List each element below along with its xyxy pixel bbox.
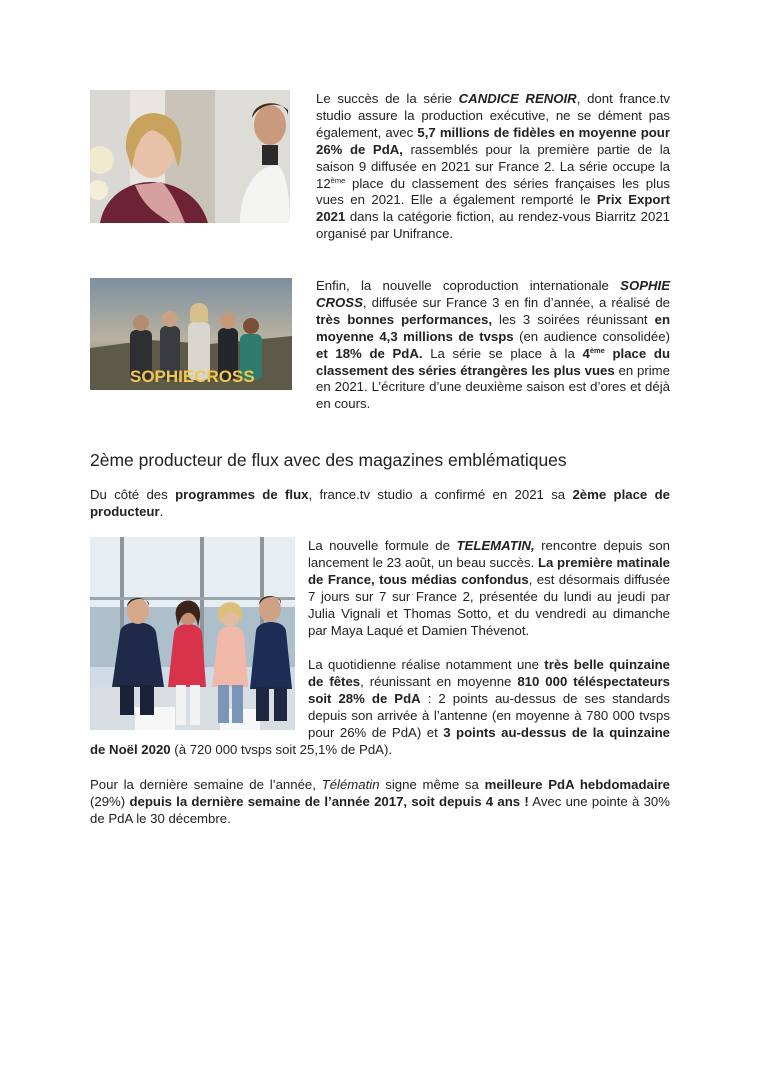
- candice-renoir-photo: [90, 90, 290, 223]
- telematin-paragraph-3: Pour la dernière semaine de l’année, Télématin signe même sa meilleure PdA hebdomadaire (29%) depuis la dernière semaine de l’année 2017, soit depuis 4 ans ! Avec une pointe à 30% de PdA le 30 décembre.: [90, 777, 670, 826]
- section-intro-paragraph: Du côté des programmes de flux, france.tv studio a confirmé en 2021 sa 2ème place de producteur.: [90, 487, 670, 519]
- sophie-cross-paragraph: Enfin, la nouvelle coproduction internationale SOPHIE CROSS, diffusée sur France 3 en fin d’année, a réalisé de très bonnes performances, les 3 soirées réunissant en moyenne 4,3 millions de tvsps (en audience consolidée) et 18% de PdA. La série se place à la 4ème place du classement des séries étrangères les plus vues en prime en 2021. L’écriture d’une deuxième saison est d’ores et déjà en cours.: [316, 278, 670, 412]
- candice-renoir-paragraph: Le succès de la série CANDICE RENOIR, dont france.tv studio assure la production exécutive, ne se dément pas également, avec 5,7 millions de fidèles en moyenne pour 26% de PdA, rassemblés pour la première partie de la saison 9 diffusée en 2021 sur France 2. La série occupe la 12ème place du classement des séries françaises les plus vues en 2021. Elle a également remporté le Prix Export 2021 dans la catégorie fiction, au rendez-vous Biarritz 2021 organisé par Unifrance.: [316, 91, 671, 242]
- section-heading: 2ème producteur de flux avec des magazines emblématiques: [90, 450, 567, 470]
- telematin-paragraph-1: La nouvelle formule de TELEMATIN, rencontre depuis son lancement le 23 août, un beau succès. La première matinale de France, tous médias confondus, est désormais diffusée 7 jours sur 7 sur France 2, présentée du lundi au jeudi par Julia Vignali et Thomas Sotto, et du vendredi au dimanche par Maya Laqué et Damien Thévenot.: [308, 538, 671, 638]
- sophie-cross-photo: [90, 278, 292, 390]
- sophie-cross-logo-text: SOPHIECROSS: [130, 367, 255, 386]
- telematin-paragraph-2: La quotidienne réalise notamment une très belle quinzaine de fêtes, réunissant en moyenne 810 000 téléspectateurs soit 28% de PdA : 2 points au-dessus de ses standards depuis son arrivée à l’antenne (en moyenne à 780 000 tvsps pour 26% de PdA) et 3 points au-dessus de la quinzaine de Noël 2020 (à 720 000 tvsps soit 25,1% de PdA).: [90, 657, 671, 757]
